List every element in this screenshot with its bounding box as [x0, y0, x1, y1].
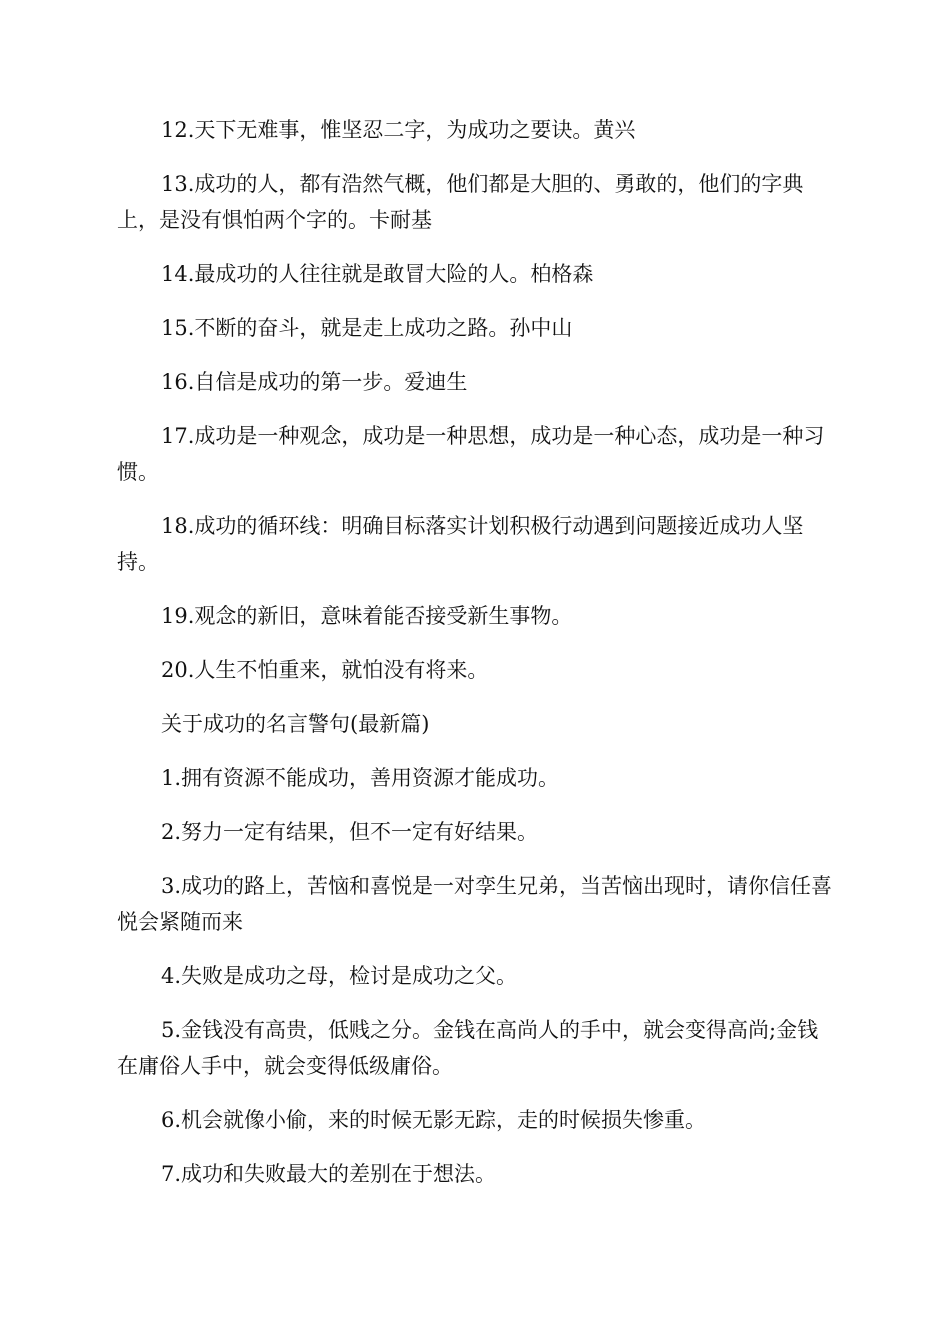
paragraph-quote-2: 2.努力一定有结果，但不一定有好结果。: [161, 820, 539, 844]
paragraph-quote-3: 3.成功的路上，苦恼和喜悦是一对孪生兄弟，当苦恼出现时，请你信任喜悦会紧随而来: [117, 874, 833, 934]
paragraph-quote-5: 5.金钱没有高贵，低贱之分。金钱在高尚人的手中，就会变得高尚;金钱在庸俗人手中，就会变得低级庸俗。: [117, 1018, 819, 1078]
paragraph-quote-14: 14.最成功的人往往就是敢冒大险的人。柏格森: [161, 262, 594, 286]
paragraph-quote-6: 6.机会就像小偷，来的时候无影无踪，走的时候损失惨重。: [161, 1108, 707, 1132]
document-body: [117, 112, 837, 1210]
paragraph-quote-19: 19.观念的新旧，意味着能否接受新生事物。: [161, 604, 573, 628]
paragraph-quote-4: 4.失败是成功之母，检讨是成功之父。: [161, 964, 518, 988]
paragraph-quote-1: 1.拥有资源不能成功，善用资源才能成功。: [161, 766, 560, 790]
paragraph-quote-20: 20.人生不怕重来，就怕没有将来。: [161, 658, 489, 682]
paragraph-quote-13: 13.成功的人，都有浩然气概，他们都是大胆的、勇敢的，他们的字典上，是没有惧怕两个字的。卡耐基: [117, 172, 804, 232]
section-heading: 关于成功的名言警句(最新篇): [161, 712, 430, 736]
paragraph-quote-17: 17.成功是一种观念，成功是一种思想，成功是一种心态，成功是一种习惯。: [117, 424, 825, 484]
paragraph-quote-12: 12.天下无难事，惟坚忍二字，为成功之要诀。黄兴: [161, 118, 636, 142]
paragraph-quote-15: 15.不断的奋斗，就是走上成功之路。孙中山: [161, 316, 573, 340]
paragraph-quote-7: 7.成功和失败最大的差别在于想法。: [161, 1162, 497, 1186]
paragraph-quote-16: 16.自信是成功的第一步。爱迪生: [161, 370, 468, 394]
paragraph-quote-18: 18.成功的循环线：明确目标落实计划积极行动遇到问题接近成功人坚持。: [117, 514, 804, 574]
